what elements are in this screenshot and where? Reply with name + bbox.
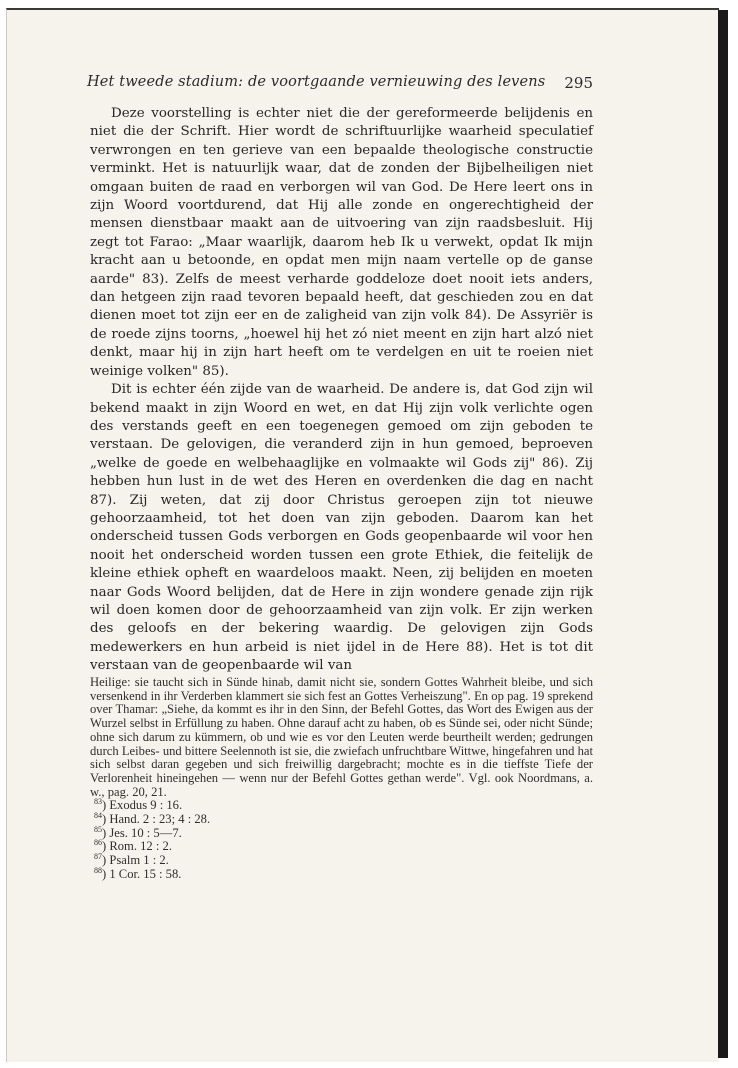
footnote-text: Psalm 1 : 2. <box>109 853 169 868</box>
footnote-mark: 87 <box>94 852 102 862</box>
footnotes-block <box>90 676 593 882</box>
footnote-84: $^{84}$) Hand. 2 : 23; 4 : 28. <box>94 811 211 827</box>
page-number: 295 <box>564 74 593 92</box>
book-spine-shadow <box>718 10 728 1058</box>
footnote-text: Rom. 12 : 2. <box>109 839 172 854</box>
footnote-mark: 85 <box>94 824 102 834</box>
paragraph-2: Dit is echter één zijde van de waarheid. De andere is, dat God zijn wil bekend maakt in zijn Woord en wet, en dat Hij zijn volk verlichte ogen des verstands geeft en een toegenegen gemoed om zijn geboden te verstaan. De gelovigen, die veranderd zijn in hun gemoed, beproeven „welke de goede en welbehaaglijke en volmaakte wil Gods zij" 86). Zij hebben hun lust in de wet des Heren en overdenken die dag en nacht 87). Zij weten, dat zij door Christus geroepen zijn tot nieuwe gehoorzaamheid, tot het doen van zijn geboden. Daarom kan het onderscheid tussen Gods verborgen en Gods geopenbaarde wil voor hen nooit het onderscheid worden tussen een grote Ethiek, die feitelijk de kleine ethiek opheft en waardeloos maakt. Neen, zij belijden en moeten naar Gods Woord belijden, dat de Here in zijn wondere genade zijn rijk wil doen komen door de gehoorzaamheid van zijn volk. Er zijn werken des geloofs en der bekering waardig. De gelovigen zijn Gods medewerkers en hun arbeid is niet ijdel in de Here 88). Het is tot dit verstaan van de geopenbaarde wil van <box>90 382 593 674</box>
running-title: Het tweede stadium: de voortgaande vernieuwing des levens <box>87 74 546 90</box>
footnote-list <box>90 799 593 881</box>
footnote-text: 1 Cor. 15 : 58. <box>109 866 182 881</box>
footnote-mark: 84 <box>94 811 102 821</box>
footnote-85: $^{85}$) Jes. 10 : 5—7. <box>94 824 182 840</box>
footnote-mark: 83 <box>94 797 102 807</box>
footnote-87: $^{87}$) Psalm 1 : 2. <box>94 852 169 868</box>
footnote-continuation: Heilige: sie taucht sich in Sünde hinab, damit nicht sie, sondern Gottes Wahrheit bleibe, und sich versenkend in ihr Verderben klammert sie sich fest an Gottes Verheiszung". En op pag. 19 sprekend over Thamar: „Siehe, da kommt es ihr in den Sinn, der Befehl Gottes, das Wort des Ewigen aus der Wurzel selbst in Erfüllung zu haben. Ohne darauf acht zu haben, ob es Sünde sei, oder nicht Sünde; ohne sich darum zu kümmern, ob und wie es vor den Leuten werde beurtheilt werden; gedrungen durch Leibes- und bittere Seelennoth ist sie, die zwiefach unfruchtbare Wittwe, hingefahren und hat sich selbst daran gegeben und sich freiwillig dargebracht; mochte es in die tieffste Tiefe der Verlorenheit hineingehen — wenn nur der Befehl Gottes gethan werde". Vgl. ook Noordmans, a. w., pag. 20, 21. <box>90 675 593 799</box>
footnote-text: Exodus 9 : 16. <box>109 798 183 813</box>
footnote-mark: 86 <box>94 838 102 848</box>
running-header <box>87 74 593 96</box>
footnote-mark: 88 <box>94 865 102 875</box>
paragraph-1: Deze voorstelling is echter niet die der gereformeerde belijdenis en niet die der Schrift. Hier wordt de schriftuurlijke waarheid speculatief verwrongen en ten gerieve van een bepaalde theologische constructie verminkt. Het is natuurlijk waar, dat de zonden der Bijbelheiligen niet omgaan buiten de raad en verborgen wil van God. De Here leert ons in zijn Woord voortdurend, dat Hij alle zonde en ongerechtigheid der mensen dienstbaar maakt aan de uitvoering van zijn raadsbesluit. Hij zegt tot Farao: „Maar waarlijk, daarom heb Ik u verwekt, opdat Ik mijn kracht aan u betoonde, en opdat men mijn naam vertelle op de ganse aarde" 83). Zelfs de meest verharde goddeloze doet nooit iets anders, dan hetgeen zijn raad tevoren bepaald heeft, dat geschieden zou en dat dienen moet tot zijn eer en de zaligheid van zijn volk 84). De Assyriër is de roede zijns toorns, „hoewel hij het zó niet meent en zijn hart alzó niet denkt, maar hij in zijn hart heeft om te verdelgen en uit te roeien niet weinige volken" 85). <box>90 106 593 379</box>
footnote-86: $^{86}$) Rom. 12 : 2. <box>94 838 172 854</box>
footnote-text: Jes. 10 : 5—7. <box>109 825 182 840</box>
footnote-text: Hand. 2 : 23; 4 : 28. <box>109 812 211 827</box>
footnote-83: $^{83}$) Exodus 9 : 16. <box>94 797 183 813</box>
footnote-88: $^{88}$) 1 Cor. 15 : 58. <box>94 865 182 881</box>
body-text <box>90 105 593 676</box>
